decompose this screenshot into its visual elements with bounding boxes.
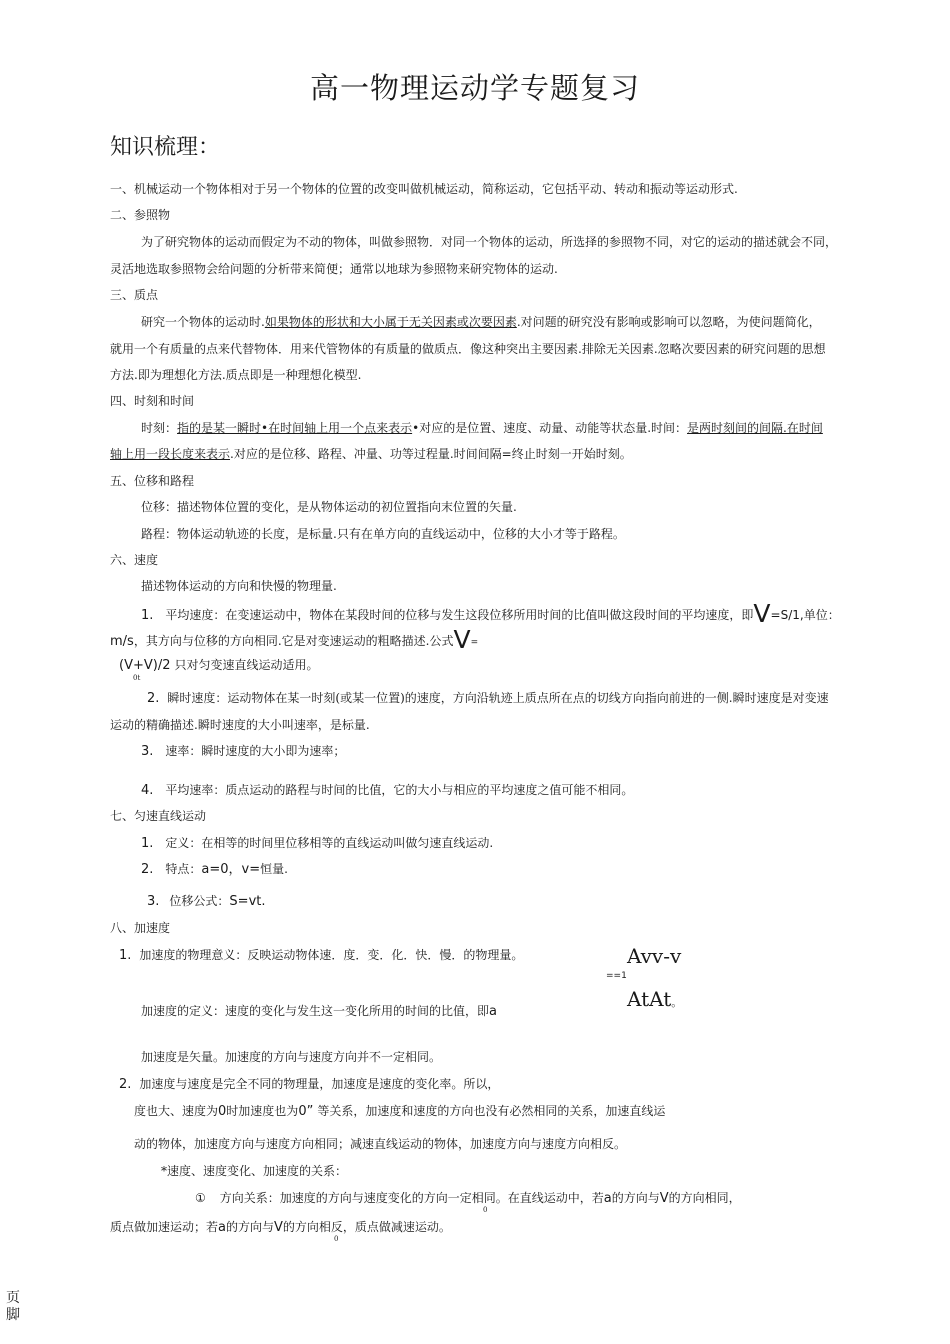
item-direction-relation-2: 质点做加速运动；若a的方向与V的方向相反，质点做减速运动。 [110, 1220, 451, 1235]
item-uniform-features: 2. 特点：a=0，v=恒量. [141, 862, 288, 877]
para-displacement: 位移：描述物体位置的变化，是从物体运动的初位置指向末位置的矢量. [141, 500, 517, 514]
heading-displacement: 五、位移和路程 [110, 474, 195, 488]
item-average-speed: 4. 平均速率：质点运动的路程与时间的比值，它的大小与相应的平均速度之值可能不相同。 [141, 783, 634, 798]
item-uniform-definition: 1. 定义：在相等的时间里位移相等的直线运动叫做匀速直线运动. [141, 836, 494, 851]
heading-reference-frame: 二、参照物 [110, 208, 171, 222]
para-velocity-intro: 描述物体运动的方向和快慢的物理量. [141, 579, 337, 593]
subscript-0: 0 [483, 1206, 488, 1214]
heading-particle: 三、质点 [110, 288, 159, 302]
heading-velocity: 六、速度 [110, 553, 159, 567]
subscript-0: 0 [334, 1235, 339, 1243]
underlined-phrase: 如果物体的形状和大小属于无关因素或次要因素 [264, 315, 517, 329]
para-particle-2: 就用一个有质量的点来代替物体．用来代管物体的有质量的做质点．像这种突出主要因素.排除无关因素.忽略次要因素的研究问题的思想 [110, 342, 826, 356]
item-direction-relation: ① 方向关系：加速度的方向与速度变化的方向一定相同。在直线运动中，若a的方向与V的方向相同， [195, 1191, 741, 1206]
para-particle-3: 方法.即为理想化方法.质点即是一种理想化模型. [110, 368, 362, 382]
item-speed: 3. 速率：瞬时速度的大小即为速率； [141, 744, 346, 759]
item-instant-velocity: 2. 瞬时速度：运动物体在某一时刻(或某一位置)的速度，方向沿轨迹上质点所在点的切线方向指向前进的一侧.瞬时速度是对变速 [147, 691, 829, 706]
para-distance: 路程：物体运动轨迹的长度，是标量.只有在单方向的直线运动中，位移的大小才等于路程。 [141, 527, 625, 541]
item-average-velocity-3: (V+V)/2 只对匀变速直线运动适用。 [119, 658, 319, 673]
underlined-phrase: 轴上用一段长度来表示 [110, 447, 231, 461]
para-mechanical-motion: 一、机械运动一个物体相对于另一个物体的位置的改变叫做机械运动，简称运动，它包括平动、转动和振动等运动形式. [110, 182, 738, 196]
page-title: 高一物理运动学专题复习 [309, 71, 640, 105]
item-average-velocity-2: m/s，其方向与位移的方向相同.它是对变速运动的粗略描述.公式V= [110, 625, 479, 654]
footer-char-2: 脚 [6, 1307, 20, 1323]
heading-uniform-motion: 七、匀速直线运动 [110, 809, 207, 823]
para-particle-1: 研究一个物体的运动时.如果物体的形状和大小属于无关因素或次要因素.对问题的研究没有影响或影响可以忽略，为使问题简化， [141, 315, 821, 329]
heading-acceleration: 八、加速度 [110, 921, 171, 935]
formula-denominator: AtAt。 [627, 987, 683, 1011]
underlined-phrase: 指的是某一瞬时•在时间轴上用一个点来表示 [177, 421, 413, 435]
para-reference-frame-2: 灵活地选取参照物会给问题的分析带来简便；通常以地球为参照物来研究物体的运动. [110, 262, 558, 276]
para-time-1: 时刻：指的是某一瞬时•在时间轴上用一个点来表示•对应的是位置、速度、动量、动能等状态量.时间：是两时刻间的间隔.在时间 [141, 421, 823, 435]
para-relation-heading: *速度、速度变化、加速度的关系： [161, 1164, 348, 1178]
item-acceleration-meaning: 1. 加速度的物理意义：反映运动物体速．度．变．化．快．慢．的物理量。 [119, 948, 524, 963]
item-acceleration-vs-velocity: 2. 加速度与速度是完全不同的物理量，加速度是速度的变化率。所以， [119, 1077, 500, 1092]
item-acceleration-vs-velocity-2: 度也大、速度为0时加速度也为0” 等关系，加速度和速度的方向也没有必然相同的关系，加速直线运 [134, 1104, 666, 1119]
para-acceleration-vector: 加速度是矢量。加速度的方向与速度方向并不一定相同。 [141, 1050, 442, 1064]
formula-numerator: Avv-v [627, 944, 682, 968]
para-acceleration-definition: 加速度的定义：速度的变化与发生这一变化所用的时间的比值，即a [141, 1004, 497, 1019]
underlined-phrase: 是两时刻间的间隔.在时间 [687, 421, 823, 435]
item-acceleration-vs-velocity-3: 动的物体，加速度方向与速度方向相同；减速直线运动的物体，加速度方向与速度方向相反。 [134, 1137, 627, 1151]
heading-time: 四、时刻和时间 [110, 394, 195, 408]
formula-equals: ==1 [606, 971, 627, 981]
section-heading: 知识梳理： [110, 135, 221, 160]
subscript-0t: 0t [133, 674, 141, 682]
item-uniform-displacement: 3. 位移公式：S=vt. [147, 894, 266, 909]
item-average-velocity: 1. 平均速度：在变速运动中，物体在某段时间的位移与发生这段位移所用时间的比值叫做这段时间的平均速度，即V=S/1,单位： [141, 599, 840, 628]
velocity-symbol: V [453, 625, 471, 654]
velocity-symbol: V [753, 599, 771, 628]
para-time-2: 轴上用一段长度来表示.对应的是位移、路程、冲量、功等过程量.时间间隔=终止时刻一开始时刻。 [110, 447, 632, 461]
footer-char-1: 页 [6, 1290, 20, 1306]
para-reference-frame-1: 为了研究物体的运动而假定为不动的物体，叫做参照物．对同一个物体的运动，所选择的参照物不同，对它的运动的描述就会不同， [141, 235, 838, 249]
item-instant-velocity-2: 运动的精确描述.瞬时速度的大小叫速率，是标量. [110, 718, 370, 732]
